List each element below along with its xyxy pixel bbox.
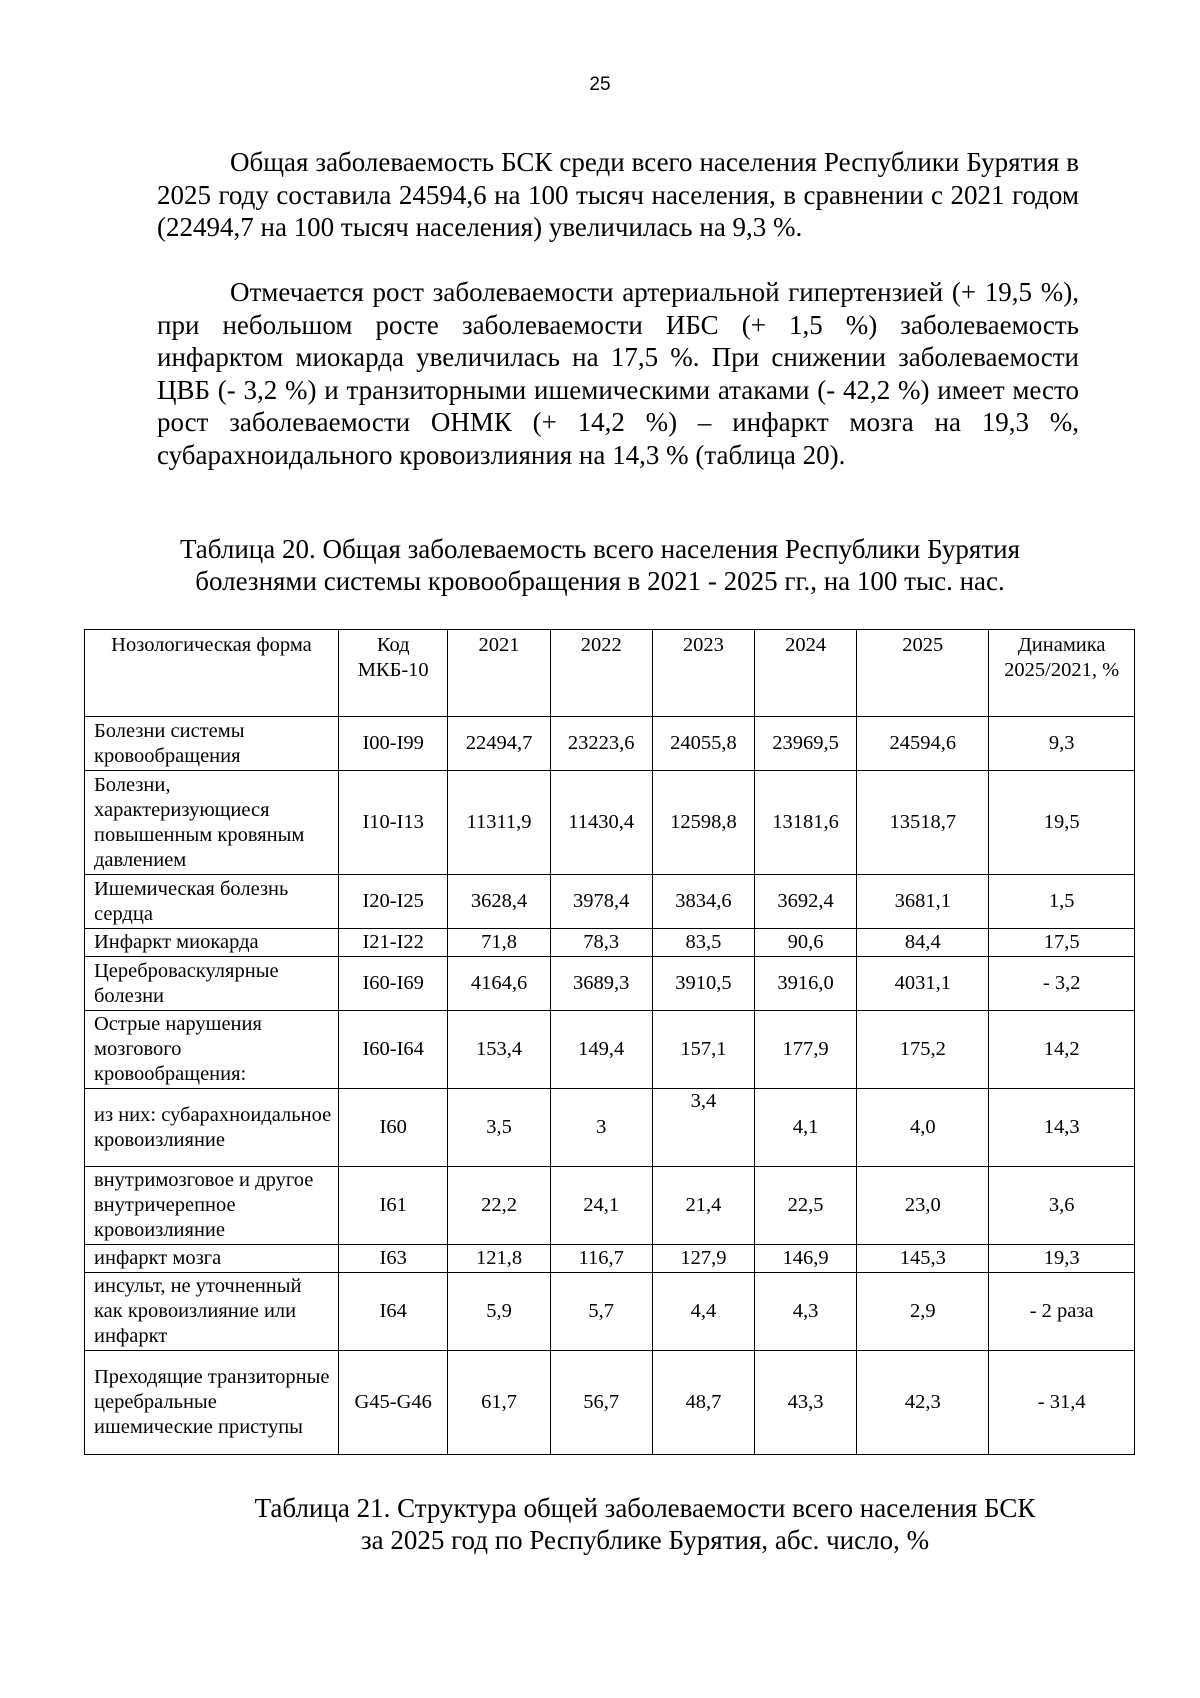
value-cell: 23223,6 [550, 717, 652, 771]
code-cell: I63 [338, 1245, 447, 1273]
value-cell: 11430,4 [550, 771, 652, 875]
dynamics-cell: 19,3 [989, 1245, 1135, 1273]
row-label-cell: Преходящие транзиторные церебральные ишемические приступы [85, 1351, 339, 1455]
code-cell: I60-I69 [338, 957, 447, 1011]
value-cell: 13518,7 [857, 771, 989, 875]
dynamics-cell: 14,2 [989, 1011, 1135, 1089]
value-cell: 145,3 [857, 1245, 989, 1273]
dynamics-cell: 19,5 [989, 771, 1135, 875]
table-row [85, 1089, 1135, 1167]
value-cell: 24055,8 [652, 717, 754, 771]
header-cell: 2024 [755, 630, 857, 717]
code-cell: I10-I13 [338, 771, 447, 875]
row-label-cell: Болезни системы кровообращения [85, 717, 339, 771]
value-cell: 149,4 [550, 1011, 652, 1089]
value-cell: 21,4 [652, 1167, 754, 1245]
value-cell: 4164,6 [448, 957, 550, 1011]
row-label-cell: Ишемическая болезнь сердца [85, 875, 339, 929]
value-cell: 11311,9 [448, 771, 550, 875]
value-cell: 3910,5 [652, 957, 754, 1011]
row-label-cell: Болезни, характеризующиеся повышенным кровяным давлением [85, 771, 339, 875]
header-cell: 2023 [652, 630, 754, 717]
value-cell: 3916,0 [755, 957, 857, 1011]
value-cell: 116,7 [550, 1245, 652, 1273]
value-cell: 22,2 [448, 1167, 550, 1245]
value-cell: 3692,4 [755, 875, 857, 929]
header-cell: 2021 [448, 630, 550, 717]
value-cell: 5,9 [448, 1273, 550, 1351]
value-cell: 24,1 [550, 1167, 652, 1245]
table-20 [84, 629, 1135, 1455]
table-row [85, 957, 1135, 1011]
value-cell: 3681,1 [857, 875, 989, 929]
caption-line: за 2025 год по Республике Бурятия, абс. число, % [360, 1525, 930, 1555]
dynamics-cell: 3,6 [989, 1167, 1135, 1245]
row-label-cell: Острые нарушения мозгового кровообращения: [85, 1011, 339, 1089]
code-cell: I00-I99 [338, 717, 447, 771]
value-cell: 3628,4 [448, 875, 550, 929]
value-cell: 3978,4 [550, 875, 652, 929]
value-cell: 23,0 [857, 1167, 989, 1245]
page-number: 25 [589, 74, 611, 95]
value-cell: 61,7 [448, 1351, 550, 1455]
value-cell: 3689,3 [550, 957, 652, 1011]
value-cell: 13181,6 [755, 771, 857, 875]
value-cell: 23969,5 [755, 717, 857, 771]
row-label-cell: из них: субарахноидальное кровоизлияние [85, 1089, 339, 1167]
code-cell: G45-G46 [338, 1351, 447, 1455]
table-row [85, 1167, 1135, 1245]
value-cell: 177,9 [755, 1011, 857, 1089]
value-cell: 78,3 [550, 929, 652, 957]
value-cell: 3834,6 [652, 875, 754, 929]
dynamics-cell: 1,5 [989, 875, 1135, 929]
value-cell: 121,8 [448, 1245, 550, 1273]
table-body [85, 717, 1135, 1455]
header-cell: 2025 [857, 630, 989, 717]
caption-line: болезнями системы кровообращения в 2021 - 2025 гг., на 100 тыс. нас. [195, 566, 1005, 596]
caption-line: Таблица 20. Общая заболеваемость всего населения Республики Бурятия [179, 534, 1021, 564]
value-cell: 4,1 [755, 1089, 857, 1167]
caption-line: Таблица 21. Структура общей заболеваемости всего населения БСК [254, 1493, 1036, 1523]
value-cell: 3,5 [448, 1089, 550, 1167]
value-cell: 22494,7 [448, 717, 550, 771]
value-cell: 157,1 [652, 1011, 754, 1089]
value-cell: 4031,1 [857, 957, 989, 1011]
value-cell: 71,8 [448, 929, 550, 957]
value-cell: 83,5 [652, 929, 754, 957]
header-cell: Код МКБ-10 [338, 630, 447, 717]
dynamics-cell: - 2 раза [989, 1273, 1135, 1351]
value-cell: 127,9 [652, 1245, 754, 1273]
value-cell: 4,4 [652, 1273, 754, 1351]
table-row [85, 1011, 1135, 1089]
table-20-caption [0, 533, 1200, 597]
value-cell: 12598,8 [652, 771, 754, 875]
value-cell: 2,9 [857, 1273, 989, 1351]
value-cell: 153,4 [448, 1011, 550, 1089]
table-row [85, 1351, 1135, 1455]
table-21-caption [45, 1492, 1200, 1556]
value-cell: 22,5 [755, 1167, 857, 1245]
value-cell: 43,3 [755, 1351, 857, 1455]
row-label-cell: Цереброваскулярные болезни [85, 957, 339, 1011]
value-cell: 4,0 [857, 1089, 989, 1167]
header-cell: 2022 [550, 630, 652, 717]
code-cell: I60 [338, 1089, 447, 1167]
value-cell: 146,9 [755, 1245, 857, 1273]
value-cell: 175,2 [857, 1011, 989, 1089]
row-label-cell: инфаркт мозга [85, 1245, 339, 1273]
paragraph-text: Общая заболеваемость БСК среди всего населения Республики Бурятия в 2025 году составила 24594,6 на 100 тысяч населения, в сравнении с 2021 годом (22494,7 на 100 тысяч населения) увеличилась на 9,3 %. [157, 147, 1079, 242]
code-cell: I20-I25 [338, 875, 447, 929]
table-row [85, 1273, 1135, 1351]
dynamics-cell: 17,5 [989, 929, 1135, 957]
value-cell: 42,3 [857, 1351, 989, 1455]
paragraph-text: Отмечается рост заболеваемости артериальной гипертензией (+ 19,5 %), при небольшом росте заболеваемости ИБС (+ 1,5 %) заболеваемость инфарктом миокарда увеличилась на 17,5 %. При снижении заболеваемости ЦВБ (- 3,2 %) и транзиторными ишемическими атаками (- 42,2 %) имеет место рост заболеваемости ОНМК (+ 14,2 %) – инфаркт мозга на 19,3 %, субарахноидального кровоизлияния на 14,3 % (таблица 20). [157, 277, 1079, 470]
table-row [85, 929, 1135, 957]
value-cell: 3,4 [652, 1089, 754, 1167]
code-cell: I60-I64 [338, 1011, 447, 1089]
value-cell: 90,6 [755, 929, 857, 957]
code-cell: I64 [338, 1273, 447, 1351]
value-cell: 3 [550, 1089, 652, 1167]
table-row [85, 875, 1135, 929]
value-cell: 56,7 [550, 1351, 652, 1455]
paragraph-1 [157, 146, 1079, 244]
dynamics-cell: - 3,2 [989, 957, 1135, 1011]
dynamics-cell: 14,3 [989, 1089, 1135, 1167]
row-label-cell: Инфаркт миокарда [85, 929, 339, 957]
row-label-cell: внутримозговое и другое внутричерепное кровоизлияние [85, 1167, 339, 1245]
table-row [85, 1245, 1135, 1273]
table-row [85, 717, 1135, 771]
value-cell: 4,3 [755, 1273, 857, 1351]
header-cell: Нозологическая форма [85, 630, 339, 717]
dynamics-cell: - 31,4 [989, 1351, 1135, 1455]
header-cell: Динамика 2025/2021, % [989, 630, 1135, 717]
code-cell: I21-I22 [338, 929, 447, 957]
row-label-cell: инсульт, не уточненный как кровоизлияние или инфаркт [85, 1273, 339, 1351]
value-cell: 5,7 [550, 1273, 652, 1351]
paragraph-2 [157, 276, 1079, 471]
code-cell: I61 [338, 1167, 447, 1245]
dynamics-cell: 9,3 [989, 717, 1135, 771]
value-cell: 24594,6 [857, 717, 989, 771]
value-cell: 48,7 [652, 1351, 754, 1455]
table-row [85, 771, 1135, 875]
table-header-row [85, 630, 1135, 717]
value-cell: 84,4 [857, 929, 989, 957]
